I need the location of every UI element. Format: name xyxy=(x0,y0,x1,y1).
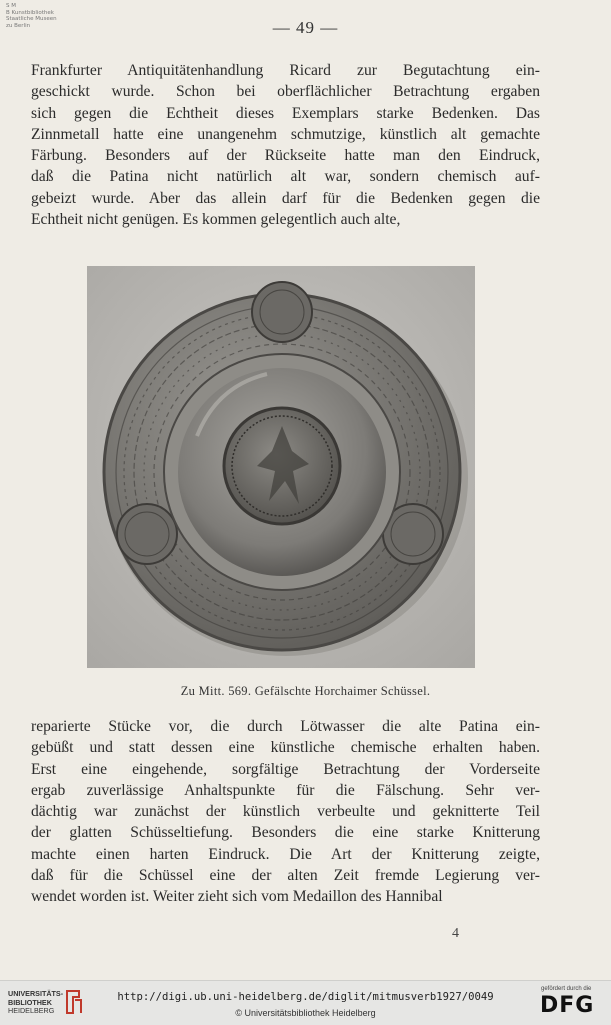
sheet-signature-mark: 4 xyxy=(452,926,459,941)
text-line: Färbung. Besonders auf der Rückseite hatte man den Eindruck, xyxy=(31,147,540,165)
text-line: gebüßt und statt dessen eine künstliche chemische erhalten haben. xyxy=(31,739,540,757)
figure-caption: Zu Mitt. 569. Gefälschte Horchaimer Schüssel. xyxy=(180,684,431,698)
text-line: Erst eine eingehende, sorgfältige Betrachtung der Vorderseite xyxy=(31,760,540,778)
text-line: Echtheit nicht genügen. Es kommen gelegentlich auch alte, xyxy=(31,211,401,229)
library-stamp: S M B Kunstbibliothek Staatliche Museen zu Berlin xyxy=(6,3,57,29)
paragraph-top xyxy=(31,60,540,230)
text-line: ergab zuverlässige Anhaltspunkte für die Fälschung. Sehr ver- xyxy=(31,781,540,799)
text-line: daß für die Schüssel eine der alten Zeit fremde Legierung ver- xyxy=(31,867,540,885)
text-line: reparierte Stücke vor, die durch Lötwasser die alte Patina ein- xyxy=(31,718,540,735)
library-logo-text[interactable]: UNIVERSITÄTS- BIBLIOTHEK HEIDELBERG xyxy=(8,989,64,1016)
text-line: gebeizt wurde. Aber das allein darf für die Bedenken gegen die xyxy=(31,189,540,207)
permalink-url[interactable]: http://digi.ub.uni-heidelberg.de/diglit/mitmusverb1927/0049 xyxy=(117,991,494,1003)
funder-note: gefördert durch die xyxy=(541,986,592,992)
text-line: der glatten Schüsseltiefung. Besonders die eine starke Knitterung xyxy=(31,824,540,842)
pewter-dish-image xyxy=(87,266,475,668)
text-line: sich gegen die Echtheit dieses Exemplars starke Bedenken. Das xyxy=(31,104,540,122)
text-line: wendet worden ist. Weiter zieht sich vom Medaillon des Hannibal xyxy=(31,888,443,906)
viewer-footer xyxy=(0,980,611,1025)
text-line: geschickt wurde. Schon bei oberflächlicher Betrachtung ergaben xyxy=(31,83,540,101)
dfg-logo[interactable]: DFG xyxy=(540,993,595,1018)
text-line: machte einen harten Eindruck. Die Art der Knitterung zeigte, xyxy=(31,845,540,863)
copyright-notice: © Universitätsbibliothek Heidelberg xyxy=(235,1008,376,1018)
paragraph-bottom xyxy=(31,716,540,908)
text-line: dächtig war zunächst der künstlich verbeulte und geknitterte Teil xyxy=(31,803,540,821)
page-number: — 49 — xyxy=(272,18,339,37)
text-line: Zinnmetall hatte eine unangenehm schmutzige, künstlich alt gemachte xyxy=(31,125,540,143)
text-line: Frankfurter Antiquitätenhandlung Ricard zur Begutachtung ein- xyxy=(31,62,540,79)
figure-plate-photo xyxy=(87,266,475,668)
text-line: daß die Patina nicht natürlich alt war, sondern chemisch auf- xyxy=(31,168,540,186)
